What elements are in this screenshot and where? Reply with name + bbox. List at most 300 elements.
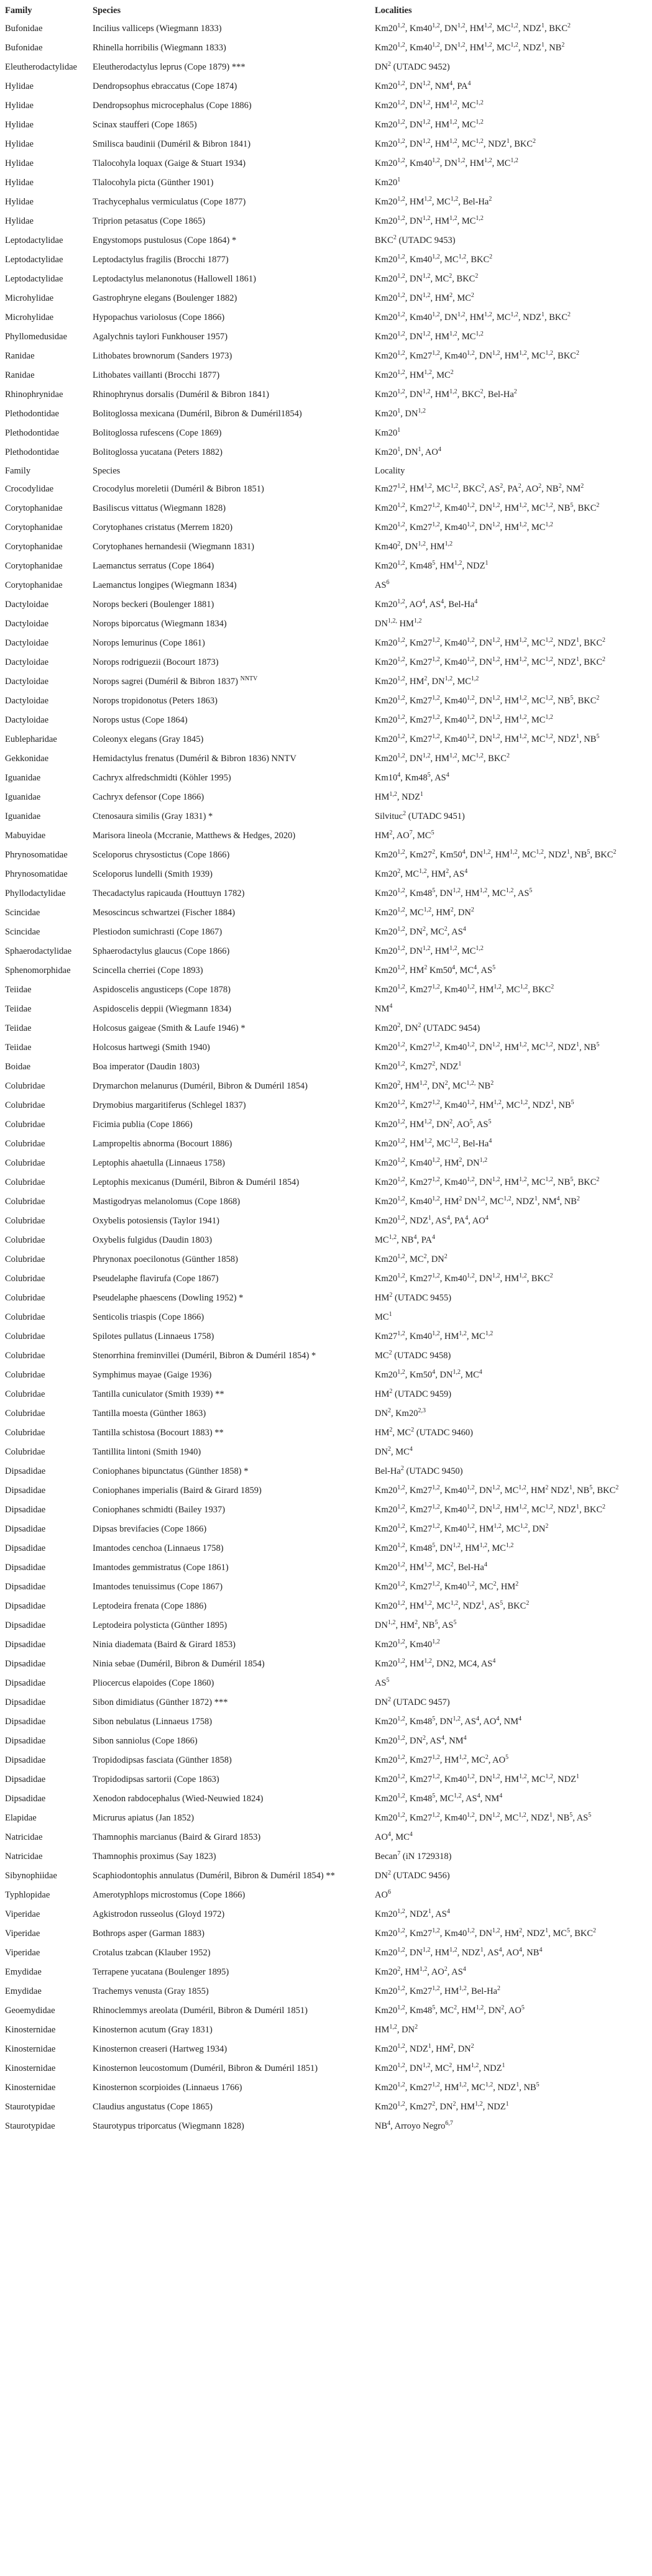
species-cell — [93, 2021, 375, 2040]
locality-name: Km20 — [375, 390, 398, 400]
locality-name: , NDZ — [553, 1043, 576, 1053]
table-row — [0, 2078, 652, 2098]
locality-name: , Bel-Ha — [453, 1563, 484, 1573]
locality-name: BKC — [375, 235, 393, 245]
species-name: Laemanctus longipes (Wiegmann 1834) — [93, 580, 237, 590]
family-cell: Colubridae — [5, 1293, 45, 1303]
locality-name: , Bel-Ha — [483, 390, 514, 400]
locality-source-superscript: 2 — [424, 964, 428, 971]
locality-source-superscript: 4 — [441, 598, 444, 605]
locality-name: , HM — [452, 2063, 471, 2073]
locality-source-superscript: 4 — [449, 80, 453, 87]
locality-name: , DN — [400, 1023, 418, 1033]
locality-source-superscript: 1,2 — [520, 1523, 528, 1530]
locality-name: , Km27 — [405, 1582, 433, 1592]
family-cell: Staurotypidae — [5, 2121, 55, 2131]
locality-source-superscript: 1,2 — [397, 1099, 405, 1106]
locality-source-superscript: 1,2 — [479, 887, 488, 894]
species-cell — [93, 1115, 375, 1135]
locality-source-superscript: 1 — [551, 1099, 554, 1106]
locality-name: , NDZ — [526, 1813, 549, 1823]
localities-cell — [375, 672, 652, 692]
localities-cell — [375, 1558, 652, 1578]
locality-name: , AS — [425, 1736, 441, 1746]
species-name: Norops biporcatus (Wiegmann 1834) — [93, 619, 227, 629]
locality-source-superscript: 1,2 — [519, 1272, 527, 1279]
family-cell: Iguanidae — [5, 773, 41, 783]
species-cell — [93, 39, 375, 58]
locality-source-superscript: 1,2 — [397, 2101, 405, 2108]
localities-cell — [375, 193, 652, 212]
species-name: Tantilla schistosa (Bocourt 1883) ** — [93, 1428, 224, 1438]
locality-source-superscript: 1,2 — [424, 1118, 432, 1125]
locality-source-superscript: 1,2 — [397, 196, 405, 203]
species-name: Coniophanes schmidti (Bailey 1937) — [93, 1505, 226, 1515]
locality-name: , NM — [444, 1736, 464, 1746]
locality-source-superscript: 1 — [485, 560, 489, 567]
locality-name: , BKC — [483, 754, 507, 764]
locality-source-superscript: 1,2 — [397, 1157, 405, 1164]
locality-name: , NM — [499, 1717, 518, 1727]
table-row — [0, 1886, 652, 1905]
localities-cell — [375, 980, 652, 1000]
locality-source-superscript: 1,2 — [432, 2081, 440, 2088]
locality-source-superscript: 2 — [558, 483, 562, 490]
locality-source-superscript: 2 — [424, 675, 428, 682]
locality-name: , NB — [397, 1235, 414, 1245]
species-name: Boa imperator (Daudin 1803) — [93, 1062, 200, 1072]
locality-name: , MC — [430, 274, 449, 284]
locality-name: Km20 — [375, 216, 398, 226]
locality-name: , AS — [472, 1120, 489, 1130]
locality-source-superscript: 1,2 — [423, 907, 432, 913]
locality-name: Km20 — [375, 657, 398, 667]
family-cell: Colubridae — [5, 1100, 45, 1110]
locality-source-superscript: 4 — [485, 1215, 489, 1222]
species-cell — [93, 1269, 375, 1289]
locality-name: , HM — [465, 43, 485, 53]
table-row — [0, 576, 652, 595]
locality-name: , DN — [405, 927, 423, 937]
family-cell: Dipsadidae — [5, 1524, 46, 1534]
species-cell — [93, 634, 375, 653]
locality-source-superscript: 1,2 — [397, 483, 405, 490]
locality-source-superscript: 2 — [596, 1176, 600, 1183]
family-cell: Elapidae — [5, 1813, 37, 1823]
locality-source-superscript: 1,2 — [397, 1735, 405, 1742]
locality-source-superscript: 1,2 — [432, 1523, 440, 1530]
table-row — [0, 1173, 652, 1192]
locality-name: , Km48 — [405, 1794, 433, 1804]
species-name: Drymobius margaritiferus (Schlegel 1837) — [93, 1100, 246, 1110]
species-cell — [93, 366, 375, 385]
locality-source-superscript: 4 — [489, 1138, 492, 1144]
table-row — [0, 1712, 652, 1732]
locality-source-superscript: 1,2 — [510, 22, 518, 29]
locality-name: , BKC — [569, 1929, 594, 1939]
locality-name: , Km40 — [439, 1486, 467, 1496]
locality-source-superscript: 1,2 — [397, 1658, 405, 1665]
locality-source-superscript: 1 — [576, 637, 579, 644]
locality-source-superscript: 1,2 — [397, 2062, 405, 2069]
locality-name: , PA — [416, 1235, 432, 1245]
species-name: Leptophis ahaetulla (Linnaeus 1758) — [93, 1158, 226, 1168]
table-row — [0, 270, 652, 289]
localities-cell — [375, 1250, 652, 1269]
locality-name: , Km40 — [439, 696, 467, 706]
species-cell — [93, 327, 375, 347]
family-cell: Phyllomedusidae — [5, 332, 67, 342]
locality-name: , Km27 — [405, 715, 433, 725]
species-name: Cachryx alfredschmidti (Köhler 1995) — [93, 773, 231, 783]
locality-source-superscript: 1 — [569, 1484, 572, 1491]
species-name: Marisora lineola (Mccranie, Matthews & Hedges, 2020) — [93, 831, 296, 841]
table-row — [0, 1905, 652, 1924]
locality-source-superscript: 1,2 — [545, 733, 553, 740]
species-name: Ninia sebae (Duméril, Bibron & Duméril 1854) — [93, 1659, 265, 1669]
locality-source-superscript: 2 — [549, 1272, 553, 1279]
table-row — [0, 19, 652, 39]
locality-source-superscript: 1,2 — [432, 1773, 440, 1780]
locality-source-superscript: 2,3 — [418, 1407, 426, 1414]
table-row — [0, 1635, 652, 1655]
species-name: Mastigodryas melanolomus (Cope 1868) — [93, 1197, 241, 1207]
localities-cell — [375, 39, 652, 58]
locality-name: , MC — [501, 985, 520, 995]
locality-source-superscript: 1,2 — [419, 1080, 428, 1087]
locality-source-superscript: 1,2 — [492, 502, 500, 509]
locality-name: (UTADC 9458) — [392, 1351, 451, 1361]
locality-name: , MC — [431, 1563, 451, 1573]
locality-name: , AS — [431, 1216, 447, 1226]
locality-source-superscript: 1,2 — [536, 849, 544, 856]
localities-cell — [375, 1192, 652, 1212]
species-localities-table — [0, 2, 652, 2136]
localities-cell — [375, 1404, 652, 1423]
localities-cell — [375, 1943, 652, 1963]
species-cell — [93, 614, 375, 634]
family-cell: Hylidae — [5, 158, 34, 168]
locality-name: Km20 — [375, 1813, 398, 1823]
locality-source-superscript: 2 — [387, 1696, 391, 1703]
locality-source-superscript: 2 — [415, 1619, 418, 1626]
localities-cell — [375, 1269, 652, 1289]
locality-source-superscript: 5 — [566, 1927, 570, 1934]
localities-cell — [375, 1982, 652, 2001]
localities-cell — [375, 1674, 652, 1693]
locality-name: MC — [375, 1312, 389, 1322]
locality-source-superscript: 2 — [444, 926, 448, 933]
locality-name: , Bel-Ha — [466, 1986, 497, 1996]
locality-name: , AS — [449, 869, 465, 879]
locality-name: Km20 — [375, 966, 398, 975]
locality-source-superscript: 1,2 — [424, 1600, 432, 1607]
table-row — [0, 1231, 652, 1250]
locality-name: Km20 — [375, 1755, 398, 1765]
locality-name: , NM — [480, 1794, 500, 1804]
locality-name: , HM — [430, 390, 450, 400]
family-cell: Corytophanidae — [5, 523, 63, 532]
species-cell — [93, 1192, 375, 1212]
table-row — [0, 1693, 652, 1712]
localities-cell — [375, 1770, 652, 1789]
locality-source-superscript: 1,2 — [450, 483, 459, 490]
locality-name: , DN — [484, 2006, 502, 2016]
locality-source-superscript: 5 — [431, 829, 434, 836]
family-cell: Ranidae — [5, 351, 35, 361]
species-name: Basiliscus vittatus (Wiegmann 1828) — [93, 503, 226, 513]
locality-source-superscript: 1,2 — [449, 1947, 457, 1953]
family-cell: Dactyloidae — [5, 638, 49, 648]
locality-name: , Km48 — [405, 561, 433, 571]
locality-source-superscript: 1,2 — [467, 1504, 475, 1510]
species-cell — [93, 1346, 375, 1366]
locality-source-superscript: 1,2 — [449, 331, 457, 337]
locality-name: HM — [375, 792, 390, 802]
locality-source-superscript: 2 — [389, 1427, 393, 1433]
locality-name: Km20 — [375, 869, 398, 879]
locality-name: , MC — [526, 1043, 546, 1053]
table-row — [0, 1866, 652, 1886]
species-cell — [93, 1770, 375, 1789]
table-row — [0, 1500, 652, 1520]
localities-cell — [375, 1520, 652, 1539]
locality-source-superscript: 4 — [409, 1446, 413, 1453]
locality-source-superscript: 1,2 — [459, 1754, 467, 1761]
locality-name: HM — [397, 619, 414, 629]
locality-source-superscript: 2 — [446, 868, 449, 875]
locality-name: DN — [375, 1409, 388, 1418]
locality-name: , DN — [453, 2044, 471, 2054]
locality-source-superscript: 2 — [576, 350, 579, 357]
locality-source-superscript: 2 — [526, 1600, 530, 1607]
locality-name: , DN — [405, 1736, 423, 1746]
locality-name: , MC — [435, 1794, 454, 1804]
locality-source-superscript: 1,2 — [419, 1966, 428, 1973]
species-cell — [93, 1212, 375, 1231]
localities-cell — [375, 1385, 652, 1404]
locality-source-superscript: 1,2 — [519, 1041, 527, 1048]
locality-name: Km20 — [375, 503, 398, 513]
species-name: Drymarchon melanurus (Duméril, Bibron & Duméril 1854) — [93, 1081, 308, 1091]
family-cell: Sphaerodactylidae — [5, 946, 72, 956]
locality-source-superscript: 1,2 — [459, 1330, 467, 1337]
localities-cell — [375, 1443, 652, 1462]
species-name: Sceloporus chrysostictus (Cope 1866) — [93, 850, 230, 860]
locality-source-superscript: 1 — [576, 1504, 579, 1510]
locality-source-superscript: 2 — [551, 984, 554, 990]
locality-source-superscript: 1,2 — [397, 2004, 405, 2011]
locality-source-superscript: 5 — [432, 2004, 436, 2011]
species-name: Trachemys venusta (Gray 1855) — [93, 1986, 209, 1996]
locality-name: , Km27 — [405, 1100, 433, 1110]
localities-cell — [375, 1057, 652, 1077]
locality-source-superscript: 1,2 — [475, 99, 484, 106]
table-row — [0, 1770, 652, 1789]
species-note-superscript: NNTV — [240, 675, 258, 682]
locality-name: Km20 — [375, 1640, 398, 1650]
species-cell — [93, 1751, 375, 1770]
family-cell: Dipsadidae — [5, 1794, 46, 1804]
locality-name: , Km20 — [390, 1409, 418, 1418]
locality-source-superscript: 1,2 — [397, 656, 405, 663]
species-name: Agkistrodon russeolus (Gloyd 1972) — [93, 1909, 225, 1919]
locality-source-superscript: 5 — [505, 1754, 509, 1761]
table-row — [0, 1366, 652, 1385]
locality-source-superscript: 4 — [475, 1715, 479, 1722]
locality-name: , HM — [474, 1100, 494, 1110]
locality-name: Km20 — [375, 1081, 398, 1091]
locality-name: DN — [375, 62, 388, 72]
locality-source-superscript: 1,2 — [418, 541, 426, 547]
table-row — [0, 39, 652, 58]
locality-source-superscript: 1,2 — [545, 1176, 553, 1183]
species-name: Scincella cherriei (Cope 1893) — [93, 966, 203, 975]
locality-source-superscript: 2 — [471, 292, 474, 299]
species-cell — [93, 942, 375, 961]
locality-name: Km20 — [375, 638, 398, 648]
family-cell: Hylidae — [5, 81, 34, 91]
locality-name: , MC — [457, 216, 476, 226]
locality-source-superscript: 5 — [500, 1600, 503, 1607]
locality-source-superscript: 1,2 — [519, 637, 527, 644]
locality-name: , DN — [405, 293, 423, 303]
localities-cell — [375, 1828, 652, 1847]
locality-name: , Km27 — [405, 523, 433, 532]
locality-source-superscript: 1,2 — [492, 350, 500, 357]
locality-source-superscript: 1,2 — [397, 1542, 405, 1549]
locality-source-superscript: 2 — [449, 292, 453, 299]
locality-name: , HM — [395, 1620, 415, 1630]
locality-name: , MC — [492, 24, 511, 34]
species-name: Thamnophis proximus (Say 1823) — [93, 1852, 216, 1861]
localities-cell — [375, 730, 652, 749]
locality-name: , MC — [435, 2006, 454, 2016]
locality-name: Km20 — [375, 734, 398, 744]
localities-cell — [375, 2021, 652, 2040]
locality-source-superscript: 6 — [386, 579, 390, 586]
locality-source-superscript: 1,2 — [422, 752, 431, 759]
locality-name: HM — [375, 2025, 390, 2035]
locality-source-superscript: 1,2 — [397, 350, 405, 357]
locality-name: , AS — [484, 484, 500, 494]
species-cell — [93, 77, 375, 96]
locality-source-superscript: 2 — [449, 273, 452, 280]
locality-source-superscript: 1,2 — [492, 1773, 500, 1780]
family-cell: Eublepharidae — [5, 734, 57, 744]
species-cell — [93, 1635, 375, 1655]
locality-name: Km20 — [375, 2044, 398, 2054]
locality-source-superscript: 1,2 — [397, 1523, 405, 1530]
locality-name: , HM — [500, 1177, 520, 1187]
family-cell: Teiidae — [5, 1023, 32, 1033]
locality-name: , AO — [468, 1216, 485, 1226]
locality-name: (UTADC 9453) — [396, 235, 456, 245]
locality-source-superscript: 1 — [566, 849, 570, 856]
localities-cell — [375, 231, 652, 250]
locality-source-superscript: 2 — [459, 1195, 462, 1202]
locality-name: , HM — [430, 139, 450, 149]
locality-source-superscript: 1,2 — [467, 350, 475, 357]
locality-name: , NDZ — [518, 43, 541, 53]
locality-source-superscript: 1,2 — [432, 637, 440, 644]
family-cell: Dipsadidae — [5, 1697, 46, 1707]
locality-name: , DN — [474, 503, 492, 513]
locality-name: Km40 — [375, 542, 398, 552]
localities-cell — [375, 1000, 652, 1019]
species-name: Coleonyx elegans (Gray 1845) — [93, 734, 204, 744]
species-cell — [93, 1443, 375, 1462]
species-name: Holcosus hartwegi (Smith 1940) — [93, 1043, 210, 1053]
species-name: Xenodon rabdocephalus (Wied-Neuwied 1824) — [93, 1794, 264, 1804]
locality-source-superscript: 1,2 — [432, 1581, 440, 1587]
locality-name: , NB — [522, 1948, 540, 1958]
locality-name: Km20 — [375, 24, 398, 34]
table-row — [0, 788, 652, 807]
locality-name: , NB — [553, 503, 571, 513]
table-row — [0, 1269, 652, 1289]
family-cell: Scincidae — [5, 927, 40, 937]
locality-source-superscript: 1,2 — [432, 714, 440, 721]
localities-cell — [375, 749, 652, 769]
localities-cell — [375, 308, 652, 327]
species-name: Smilisca baudinii (Duméril & Bibron 1841) — [93, 139, 251, 149]
species-name: Tlalocohyla loquax (Gaige & Stuart 1934) — [93, 158, 246, 168]
locality-name: Km20 — [375, 1062, 398, 1072]
species-name: Coniophanes bipunctatus (Günther 1858) * — [93, 1466, 249, 1476]
locality-name: , DN — [405, 139, 423, 149]
table-row — [0, 1327, 652, 1346]
localities-cell — [375, 1077, 652, 1096]
localities-cell — [375, 1693, 652, 1712]
species-name: Sphaerodactylus glaucus (Cope 1866) — [93, 946, 230, 956]
family-cell: Hylidae — [5, 216, 34, 226]
locality-source-superscript: 1,2 — [397, 1793, 405, 1799]
locality-name: , BKC — [573, 503, 597, 513]
locality-name: Km20 — [375, 1100, 398, 1110]
locality-source-superscript: 1,2 — [519, 656, 527, 663]
table-row — [0, 1578, 652, 1597]
species-cell — [93, 1423, 375, 1443]
column-header-species: Species — [93, 5, 121, 16]
locality-source-superscript: 5 — [453, 1619, 457, 1626]
table-row — [0, 308, 652, 327]
locality-source-superscript: 1,2 — [397, 1061, 405, 1067]
locality-name: Km20 — [375, 101, 398, 111]
species-cell — [93, 1674, 375, 1693]
table-row — [0, 1558, 652, 1578]
species-cell — [93, 480, 375, 499]
locality-source-superscript: 1,2 — [432, 1041, 440, 1048]
species-cell — [93, 424, 375, 443]
locality-name: AS — [375, 580, 387, 590]
locality-name: , NB — [553, 696, 571, 706]
species-name: Norops lemurinus (Cope 1861) — [93, 638, 205, 648]
column-header-family: Family — [5, 5, 32, 16]
family-cell: Colubridae — [5, 1177, 45, 1187]
locality-source-superscript: 1,2 — [450, 1600, 459, 1607]
table-row — [0, 1212, 652, 1231]
locality-name: , NDZ — [543, 850, 567, 860]
table-row — [0, 557, 652, 576]
locality-source-superscript: 1,2 — [467, 1812, 475, 1819]
locality-name: , NDZ — [405, 2044, 428, 2054]
locality-name: , MC — [455, 966, 474, 975]
species-cell — [93, 289, 375, 308]
species-cell — [93, 1558, 375, 1578]
locality-source-superscript: 2 — [471, 2043, 474, 2050]
locality-name: , MC — [390, 1832, 410, 1842]
